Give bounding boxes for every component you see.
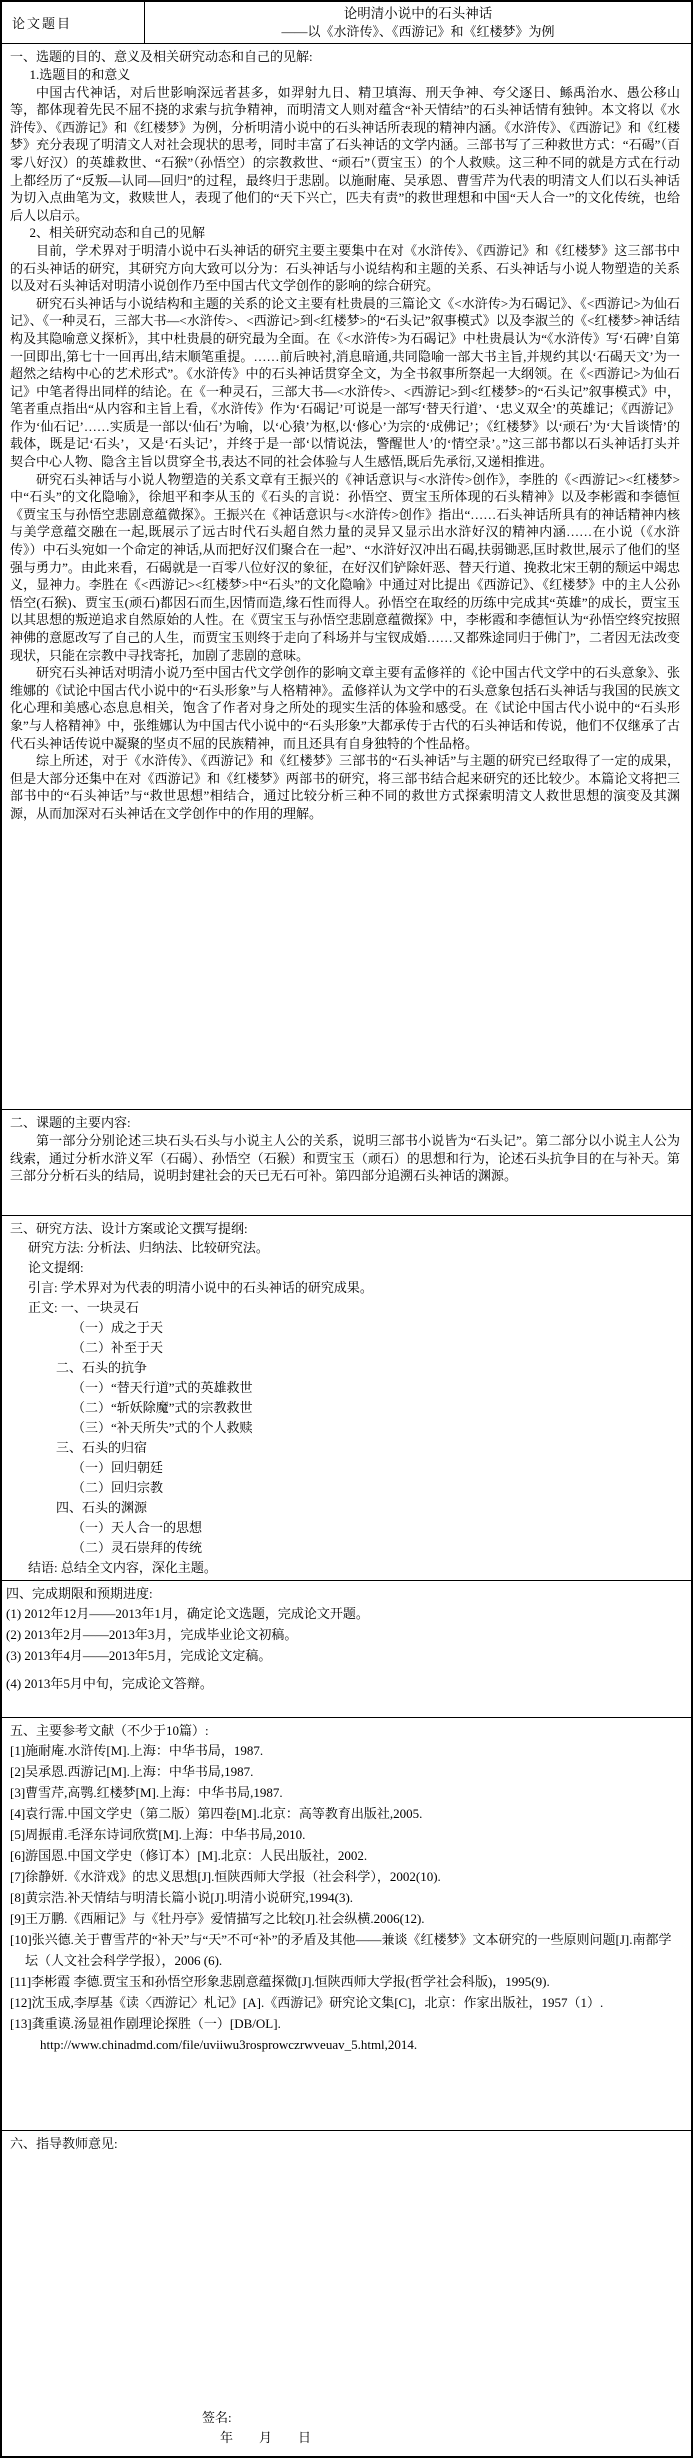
section1-subheading-1: 1.选题目的和意义 bbox=[29, 67, 131, 82]
date-label: 年 月 日 bbox=[220, 2430, 312, 2445]
paragraph: 第一部分分别论述三块石头石头与小说主人公的关系，说明三部书小说皆为“石头记”。第二部分以小说主人公为线索，通过分析水浒义军（石碣）、孙悟空（石猴）和贾宝玉（顽石）的思想和行为，论述石头抗争目的在与补天。第三部分分析石头的结局，说明封建社会的天已无石可补。第四部分追溯石头神话的渊源。 bbox=[10, 1133, 680, 1184]
section1-subheading-2: 2、相关研究动态和自己的见解 bbox=[29, 225, 206, 241]
outline-line: （二）回归宗教 bbox=[72, 1480, 164, 1495]
thesis-title-line2: ——以《水浒传》、《西游记》和《红楼梦》为例 bbox=[281, 24, 555, 39]
outline-line: （二）“斩妖除魔”式的宗教救世 bbox=[72, 1400, 253, 1415]
section5-heading: 五、主要参考文献（不少于10篇）: bbox=[10, 1723, 209, 1738]
section-schedule bbox=[2, 1581, 691, 1718]
reference-item: [9]王万鹏.《西厢记》与《牡丹亭》爱情描写之比较[J].社会纵横.2006(12). bbox=[10, 1911, 425, 1926]
thesis-title-line1: 论明清小说中的石头神话 bbox=[343, 6, 493, 21]
reference-item: [13]龚重谟.汤显祖作剧理论探胜（一）[DB/OL]. bbox=[10, 2016, 281, 2031]
reference-url: http://www.chinadmd.com/file/uviiwu3rosprowczrwveuav_5.html,2014. bbox=[40, 2037, 418, 2052]
reference-item: [2]吴承恩.西游记[M].上海：中华书局,1987. bbox=[10, 1764, 254, 1779]
reference-item: [11]李彬霞 李德.贾宝玉和孙悟空形象悲剧意蕴探微[J].恒陕西师大学报(哲学社会科版)，1995(9). bbox=[10, 1974, 550, 1989]
outline-line: （一）回归朝廷 bbox=[72, 1460, 164, 1475]
section2-heading: 二、课题的主要内容: bbox=[10, 1115, 131, 1130]
schedule-item: (2) 2013年2月——2013年3月，完成毕业论文初稿。 bbox=[6, 1627, 298, 1642]
outline-line: 正文: 一、一块灵石 bbox=[28, 1300, 139, 1315]
section-advisor-opinion bbox=[2, 2131, 691, 2458]
paragraph: 目前，学术界对于明清小说中石头神话的研究主要主要集中在对《水浒传》、《西游记》和《红楼梦》这三部书中的石头神话的研究，其研究方向大致可以分为：石头神话与小说结构和主题的关系、石头神话与小说人物塑造的关系以及对石头神话对明清小说创作乃至中国古代文学创作的影响的综合研究。 bbox=[10, 242, 680, 294]
schedule-item: (1) 2012年12月——2013年1月，确定论文选题，完成论文开题。 bbox=[6, 1606, 369, 1621]
outline-line: （三）“补天所失”式的个人救赎 bbox=[72, 1420, 253, 1435]
outline-line: （一）天人合一的思想 bbox=[72, 1520, 203, 1535]
outline-line: 四、石头的渊源 bbox=[56, 1500, 148, 1515]
thesis-title-label: 论文题目 bbox=[12, 16, 73, 31]
form-header-row bbox=[2, 2, 691, 44]
reference-item: [6]游国恩.中国文学史（修订本）[M].北京：人民出版社，2002. bbox=[10, 1848, 368, 1863]
reference-item: [5]周振甫.毛泽东诗词欣赏[M].上海：中华书局,2010. bbox=[10, 1827, 306, 1842]
paragraph: 研究石头神话与小说结构和主题的关系的论文主要有杜贵晨的三篇论文《<水浒传>为石碣记》、《<西游记>为仙石记》、《一种灵石，三部大书—<水浒传>、<西游记>到<红楼梦>的“石头记”叙事模式》以及李淑兰的《<红楼梦>神话结构及其隐喻意义探析》，其中杜贵晨的研究最为全面。在《<水浒传>为石碣记》中杜贵晨认为“《水浒传》写‘石碑’自第一回即出,第七十一回再出,结末顺笔重提。……前后映衬,消息暗通,共同隐喻一部大书主旨,并规约其以‘石碣天文’为一超然之结构中心的艺术形式”。《水浒传》中的石头神话贯穿全文，为全书叙事所祭起一大纲领。在《<西游记>为仙石记》中笔者得出同样的结论。在《一种灵石，三部大书—<水浒传>、<西游记>到<红楼梦>的“石头记”叙事模式》中，笔者重点指出“从内容和主旨上看，《水浒传》作为‘石碣记’可说是一部写‘替天行道’、‘忠义双全’的英雄记；《西游记》作为‘仙石记’……实质是一部以‘仙石’为喻，以‘心猿’为枢,以‘修心’为宗的‘成佛记’；《红楼梦》以‘顽石’为‘大旨谈情’的载体，既是记‘石头’，又是‘石头记’，并终于是一部‘以情说法，警醒世人’的‘情空录’。”这三部书都以石头神话打头并契合中心人物、隐含主旨以贯穿全书,表达不同的社会体验与人生感悟,既后先承衍,又递相推进。 bbox=[10, 295, 680, 470]
outline-line: （二）灵石崇拜的传统 bbox=[72, 1540, 203, 1555]
section-topic-purpose bbox=[2, 44, 691, 1110]
schedule-item: (4) 2013年5月中旬，完成论文答辩。 bbox=[6, 1676, 213, 1691]
section-main-content bbox=[2, 1110, 691, 1216]
section4-heading: 四、完成期限和预期进度: bbox=[6, 1586, 153, 1601]
reference-item: [8]黄宗浩.补天情结与明清长篇小说[J].明清小说研究,1994(3). bbox=[10, 1890, 354, 1905]
schedule-item: (3) 2013年4月——2013年5月，完成论文定稿。 bbox=[6, 1648, 272, 1663]
outline-line: （一）成之于天 bbox=[72, 1320, 164, 1335]
outline-line: （一）“替天行道”式的英雄救世 bbox=[72, 1380, 253, 1395]
outline-line: 三、石头的归宿 bbox=[56, 1440, 148, 1455]
paragraph: 综上所述，对于《水浒传》、《西游记》和《红楼梦》三部书的“石头神话”与主题的研究已经取得了一定的成果，但是大部分还集中在对《西游记》和《红楼梦》两部书的研究，将三部书结合起来研究的还比较少。本篇论文将把三部书中的“石头神话”与“救世思想”相结合，通过比较分析三种不同的救世方式探索明清文人救世思想的演变及其渊源，从而加深对石头神话在文学创作中的作用的理解。 bbox=[10, 753, 680, 821]
thesis-title-cell bbox=[145, 2, 691, 43]
paragraph: 中国古代神话，对后世影响深远者甚多，如羿射九日、精卫填海、刑天争神、夸父逐日、鲧禹治水、愚公移山等，都体现着先民不屈不挠的求索与抗争精神，而明清文人则对蕴含“补天情结”的石头神话情有独钟。本文将以《水浒传》、《西游记》和《红楼梦》为例，分析明清小说中的石头神话所表现的精神内涵。《水浒传》、《西游记》和《红楼梦》充分表现了明清文人对社会现状的思考，同时丰富了石头神话的文学内涵。三部书写了三种救世方式：“石碣”（百零八好汉）的英雄救世、“石猴”（孙悟空）的宗教救世、“顽石”（贾宝玉）的个人救赎。这三种不同的就是方式在行动上都经历了“反叛—认同—回归”的过程，最终归于悲剧。以施耐庵、吴承恩、曹雪芹为代表的明清文人们以石头神话为切入点曲笔为文，救赎世人，表现了他们的“天下兴亡，匹夫有责”的救世理想和中国“天人合一”的文化传统，也给后人以启示。 bbox=[10, 84, 680, 223]
reference-item: [3]曹雪芹,高鹗.红楼梦[M].上海：中华书局,1987. bbox=[10, 1785, 283, 1800]
outline-line: 引言: 学术界对为代表的明清小说中的石头神话的研究成果。 bbox=[28, 1280, 373, 1295]
section1-heading: 一、选题的目的、意义及相关研究动态和自己的见解: bbox=[10, 49, 313, 64]
outline-line: 研究方法: 分析法、归纳法、比较研究法。 bbox=[28, 1240, 269, 1255]
outline-line: 论文提纲: bbox=[28, 1260, 84, 1275]
reference-item: [1]施耐庵.水浒传[M].上海：中华书局，1987. bbox=[10, 1743, 264, 1758]
section-research-method bbox=[2, 1216, 691, 1581]
reference-item: [7]徐静妍.《水浒戏》的忠义思想[J].恒陕西师大学报（社会科学），2002(10). bbox=[10, 1869, 441, 1884]
section6-heading: 六、指导教师意见: bbox=[10, 2136, 118, 2151]
thesis-title-label-cell bbox=[2, 2, 145, 43]
outline-line: 二、石头的抗争 bbox=[56, 1360, 148, 1375]
paragraph: 研究石头神话与小说人物塑造的关系文章有王振兴的《神话意识与<水浒传>创作》，李胜的《<西游记><红楼梦>中“石头”的文化隐喻》，徐旭平和李从玉的《石头的言说：孙悟空、贾宝玉所体现的石头精神》以及李彬霞和李德恒《贾宝玉与孙悟空悲剧意蕴微探》。王振兴在《神话意识与<水浒传>创作》指出“……石头神话所具有的神话精神内核与美学意蕴交融在一起,既展示了远古时代石头超自然力量的灵异又显示出水浒好汉的精神内涵……在小说（《水浒传》）中石头宛如一个命定的神话,从而把好汉们聚合在一起”、“水浒好汉冲出石碣,扶弱锄恶,匡时救世,展示了他们的坚强与勇力”。由此来看，石碣就是一百零八位好汉的象征，在好汉们铲除奸恶、替天行道、挽救北宋王朝的颓运中竭忠义，显神力。李胜在《<西游记><红楼梦>中“石头”的文化隐喻》中通过对比提出《西游记》、《红楼梦》中的主人公孙悟空(石猴)、贾宝玉(顽石)都因石而生,因情而造,缘石性而得人。孙悟空在取经的历练中完成其“英雄”的成长，贾宝玉以其思想的叛逆追求自然原始的人性。在《贾宝玉与孙悟空悲剧意蕴微探》中，李彬霞和李德恒认为“孙悟空终究按照神佛的意愿改写了自己的人生，而贾宝玉则终于走向了科场并与宝钗成婚……又都殊途同归于佛门”，二者因无法改变现状，只能在宗教中寻找寄托，加剧了悲剧的意味。 bbox=[10, 471, 680, 663]
signature-label: 签名: bbox=[202, 2410, 232, 2425]
reference-item: [10]张兴德.关于曹雪芹的“补天”与“天”不可“补”的矛盾及其他——兼谈《红楼梦》文本研究的一些原则问题[J].南都学坛（人文社会科学学报），2006 (6). bbox=[10, 1932, 672, 1968]
reference-item: [4]袁行霈.中国文学史（第二版）第四卷[M].北京：高等教育出版社,2005. bbox=[10, 1806, 423, 1821]
outline-line: 结语: 总结全文内容，深化主题。 bbox=[28, 1560, 217, 1575]
paragraph: 研究石头神话对明清小说乃至中国古代文学创作的影响文章主要有孟修祥的《论中国古代文学中的石头意象》、张维娜的《试论中国古代小说中的“石头形象”与人格精神》。孟修祥认为文学中的石头意象包括石头神话与我国的民族文化心理和美感心态息息相关，饱含了作者对身之所处的现实生活的体验和感受。在《试论中国古代小说中的“石头形象”与人格精神》中，张维娜认为中国古代小说中的“石头形象”大都承传于古代的石头神话和传说，他们不仅继承了古代石头神话传说中凝聚的坚贞不屈的民族精神，而且还具有自身独特的个性品格。 bbox=[10, 665, 680, 751]
section3-heading: 三、研究方法、设计方案或论文撰写提纲: bbox=[10, 1221, 248, 1236]
reference-item: [12]沈玉成,李厚基《读〈西游记〉札记》[A].《西游记》研究论文集[C]，北京：作家出版社，1957（1）. bbox=[10, 1995, 604, 2010]
section-references bbox=[2, 1718, 691, 2131]
signature-block bbox=[2, 2408, 691, 2448]
outline-line: （二）补至于天 bbox=[72, 1340, 164, 1355]
